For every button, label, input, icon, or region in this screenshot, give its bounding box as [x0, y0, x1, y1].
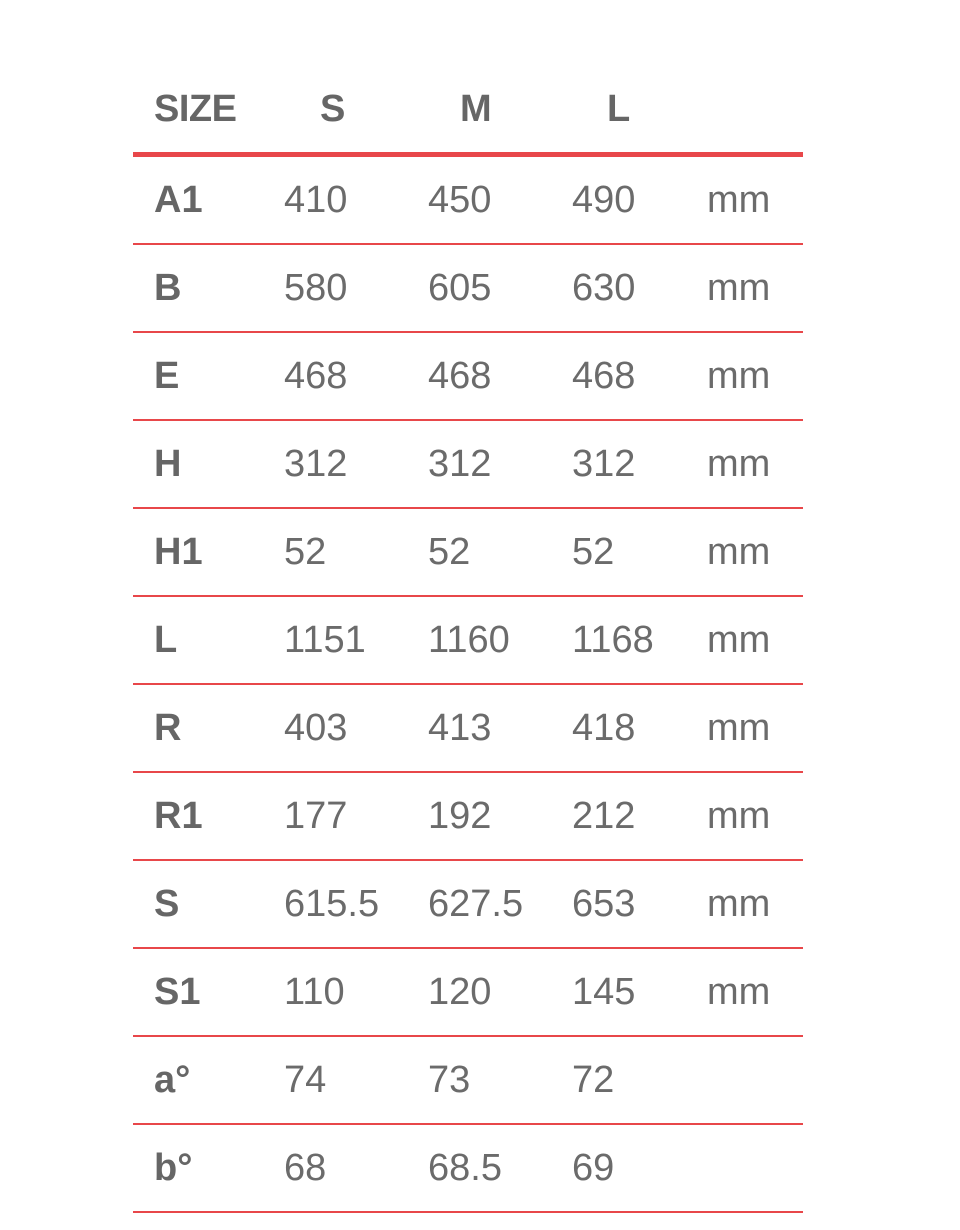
value-m: 627.5 — [428, 882, 524, 925]
value-s: 110 — [284, 970, 345, 1013]
row-label: A1 — [154, 178, 203, 221]
unit: mm — [707, 618, 771, 661]
table-row — [133, 157, 803, 245]
unit: mm — [707, 794, 771, 837]
table-row — [133, 1125, 803, 1213]
value-s: 580 — [284, 266, 348, 309]
value-s: 410 — [284, 178, 348, 221]
table-row — [133, 333, 803, 421]
value-m: 1160 — [428, 618, 510, 661]
value-s: 468 — [284, 354, 348, 397]
value-m: 468 — [428, 354, 492, 397]
value-l: 72 — [572, 1058, 615, 1101]
value-m: 450 — [428, 178, 492, 221]
value-l: 630 — [572, 266, 636, 309]
value-m: 120 — [428, 970, 492, 1013]
table-row — [133, 685, 803, 773]
value-l: 490 — [572, 178, 636, 221]
value-s: 52 — [284, 530, 327, 573]
value-l: 468 — [572, 354, 636, 397]
row-label: S1 — [154, 970, 201, 1013]
value-l: 1168 — [572, 618, 654, 661]
value-s: 312 — [284, 442, 348, 485]
unit: mm — [707, 354, 771, 397]
unit: mm — [707, 882, 771, 925]
unit: mm — [707, 178, 771, 221]
value-l: 418 — [572, 706, 636, 749]
size-header-s: S — [320, 87, 345, 130]
table-row — [133, 949, 803, 1037]
row-label: H — [154, 442, 182, 485]
value-m: 73 — [428, 1058, 471, 1101]
table-row — [133, 1037, 803, 1125]
geometry-table — [133, 66, 803, 1213]
row-label: S — [154, 882, 180, 925]
value-l: 653 — [572, 882, 636, 925]
unit: mm — [707, 706, 771, 749]
value-m: 68.5 — [428, 1146, 502, 1189]
unit: mm — [707, 442, 771, 485]
value-l: 145 — [572, 970, 636, 1013]
size-header-m: M — [460, 87, 492, 130]
unit: mm — [707, 530, 771, 573]
value-m: 192 — [428, 794, 492, 837]
row-label: R — [154, 706, 182, 749]
unit: mm — [707, 266, 771, 309]
row-label: a° — [154, 1058, 191, 1101]
table-row — [133, 773, 803, 861]
table-header — [133, 66, 803, 157]
value-s: 177 — [284, 794, 348, 837]
row-label: E — [154, 354, 180, 397]
value-m: 52 — [428, 530, 471, 573]
size-header-l: L — [607, 87, 630, 130]
value-l: 312 — [572, 442, 636, 485]
value-l: 52 — [572, 530, 615, 573]
table-row — [133, 509, 803, 597]
value-l: 212 — [572, 794, 636, 837]
value-s: 68 — [284, 1146, 327, 1189]
table-row — [133, 597, 803, 685]
row-label: H1 — [154, 530, 203, 573]
row-label: R1 — [154, 794, 203, 837]
table-row — [133, 861, 803, 949]
row-label: b° — [154, 1146, 193, 1189]
value-l: 69 — [572, 1146, 615, 1189]
row-label: L — [154, 618, 178, 661]
value-m: 605 — [428, 266, 492, 309]
value-s: 615.5 — [284, 882, 380, 925]
table-row — [133, 421, 803, 509]
value-m: 413 — [428, 706, 492, 749]
table-row — [133, 245, 803, 333]
value-s: 74 — [284, 1058, 327, 1101]
row-label: B — [154, 266, 182, 309]
value-m: 312 — [428, 442, 492, 485]
value-s: 403 — [284, 706, 348, 749]
value-s: 1151 — [284, 618, 366, 661]
unit: mm — [707, 970, 771, 1013]
size-header-label: SIZE — [154, 87, 237, 130]
